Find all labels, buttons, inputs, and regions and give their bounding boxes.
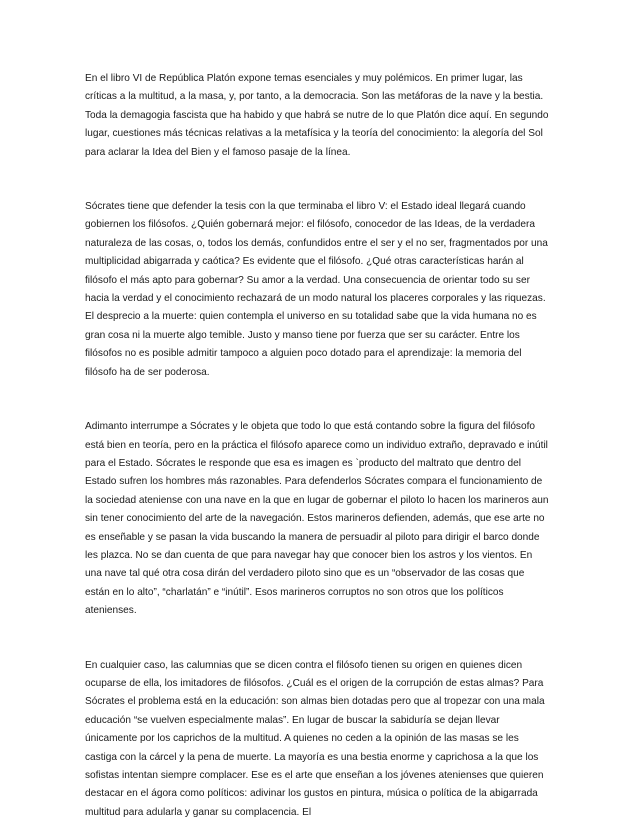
paragraph-4: En cualquier caso, las calumnias que se dicen contra el filósofo tienen su origen en quienes dicen ocuparse de ella, los imitadores de filósofos. ¿Cuál es el origen de la corrupción de estas almas? Para Sócrates el problema está en la educación: son almas bien dotadas pero que al tropezar con una mala educación “se vuelven especialmente malas”. En lugar de buscar la sabiduría se dejan llevar únicamente por los caprichos de la multitud. A quienes no ceden a la opinión de las masas se les castiga con la cárcel y la pena de muerte. La mayoría es una bestia enorme y caprichosa a la que los sofistas intentan siempre complacer. Ese es el arte que enseñan a los jóvenes atenienses que quieren destacar en el ágora como políticos: adivinar los gustos en pintura, música o política de la abigarrada multitud para adularla y ganar su complacencia. El <box>85 659 545 818</box>
paragraph-1: En el libro VI de República Platón expone temas esenciales y muy polémicos. En primer lugar, las críticas a la multitud, a la masa, y, por tanto, a la democracia. Son las metáforas de la nave y la bestia. Toda la demagogia fascista que ha habido y que habrá se nutre de lo que Platón dice aquí. En segundo lugar, cuestiones más técnicas relativas a la metafísica y la teoría del conocimiento: la alegoría del Sol para aclarar la Idea del Bien y el famoso pasaje de la línea. <box>85 73 549 158</box>
paragraph-2: Sócrates tiene que defender la tesis con la que terminaba el libro V: el Estado ideal llegará cuando gobiernen los filósofos. ¿Quién gobernará mejor: el filósofo, conocedor de las Ideas, de la verdadera naturaleza de las cosas, o, todos los demás, confundidos entre el ser y el no ser, fragmentados por una multiplicidad abigarrada y caótica? Es evidente que el filósofo. ¿Qué otras características harán al filósofo el más apto para gobernar? Su amor a la verdad. Una consecuencia de orientar todo su ser hacia la verdad y el conocimiento rechazará de un modo natural los placeres corporales y las riquezas. El desprecio a la muerte: quien contempla el universo en su totalidad sabe que la vida humana no es gran cosa ni la muerte algo temible. Justo y manso tiene por fuerza que ser su carácter. Entre los filósofos no es posible admitir tampoco a alguien poco dotado para el aprendizaje: la memoria del filósofo ha de ser poderosa. <box>85 201 548 378</box>
paragraph-3: Adimanto interrumpe a Sócrates y le objeta que todo lo que está contando sobre la figura del filósofo está bien en teoría, pero en la práctica el filósofo aparece como un individuo extraño, depravado e inútil para el Estado. Sócrates le responde que esa es imagen es `producto del maltrato que dentro del Estado sufren los hombres más razonables. Para defenderlos Sócrates compara el funcionamiento de la sociedad ateniense con una nave en la que en lugar de gobernar el piloto lo hacen los marineros aun sin tener conocimiento del arte de la navegación. Estos marineros defienden, además, que ese arte no es enseñable y se pasan la vida buscando la manera de persuadir al piloto para dirigir el barco donde les plazca. No se dan cuenta de que para navegar hay que conocer bien los astros y los vientos. En una nave tal qué otra cosa dirán del verdadero piloto sino que es un “observador de las cosas que están en lo alto”, “charlatán” e “inútil”. Esos marineros corruptos no son otros que los políticos atenienses. <box>85 421 549 617</box>
